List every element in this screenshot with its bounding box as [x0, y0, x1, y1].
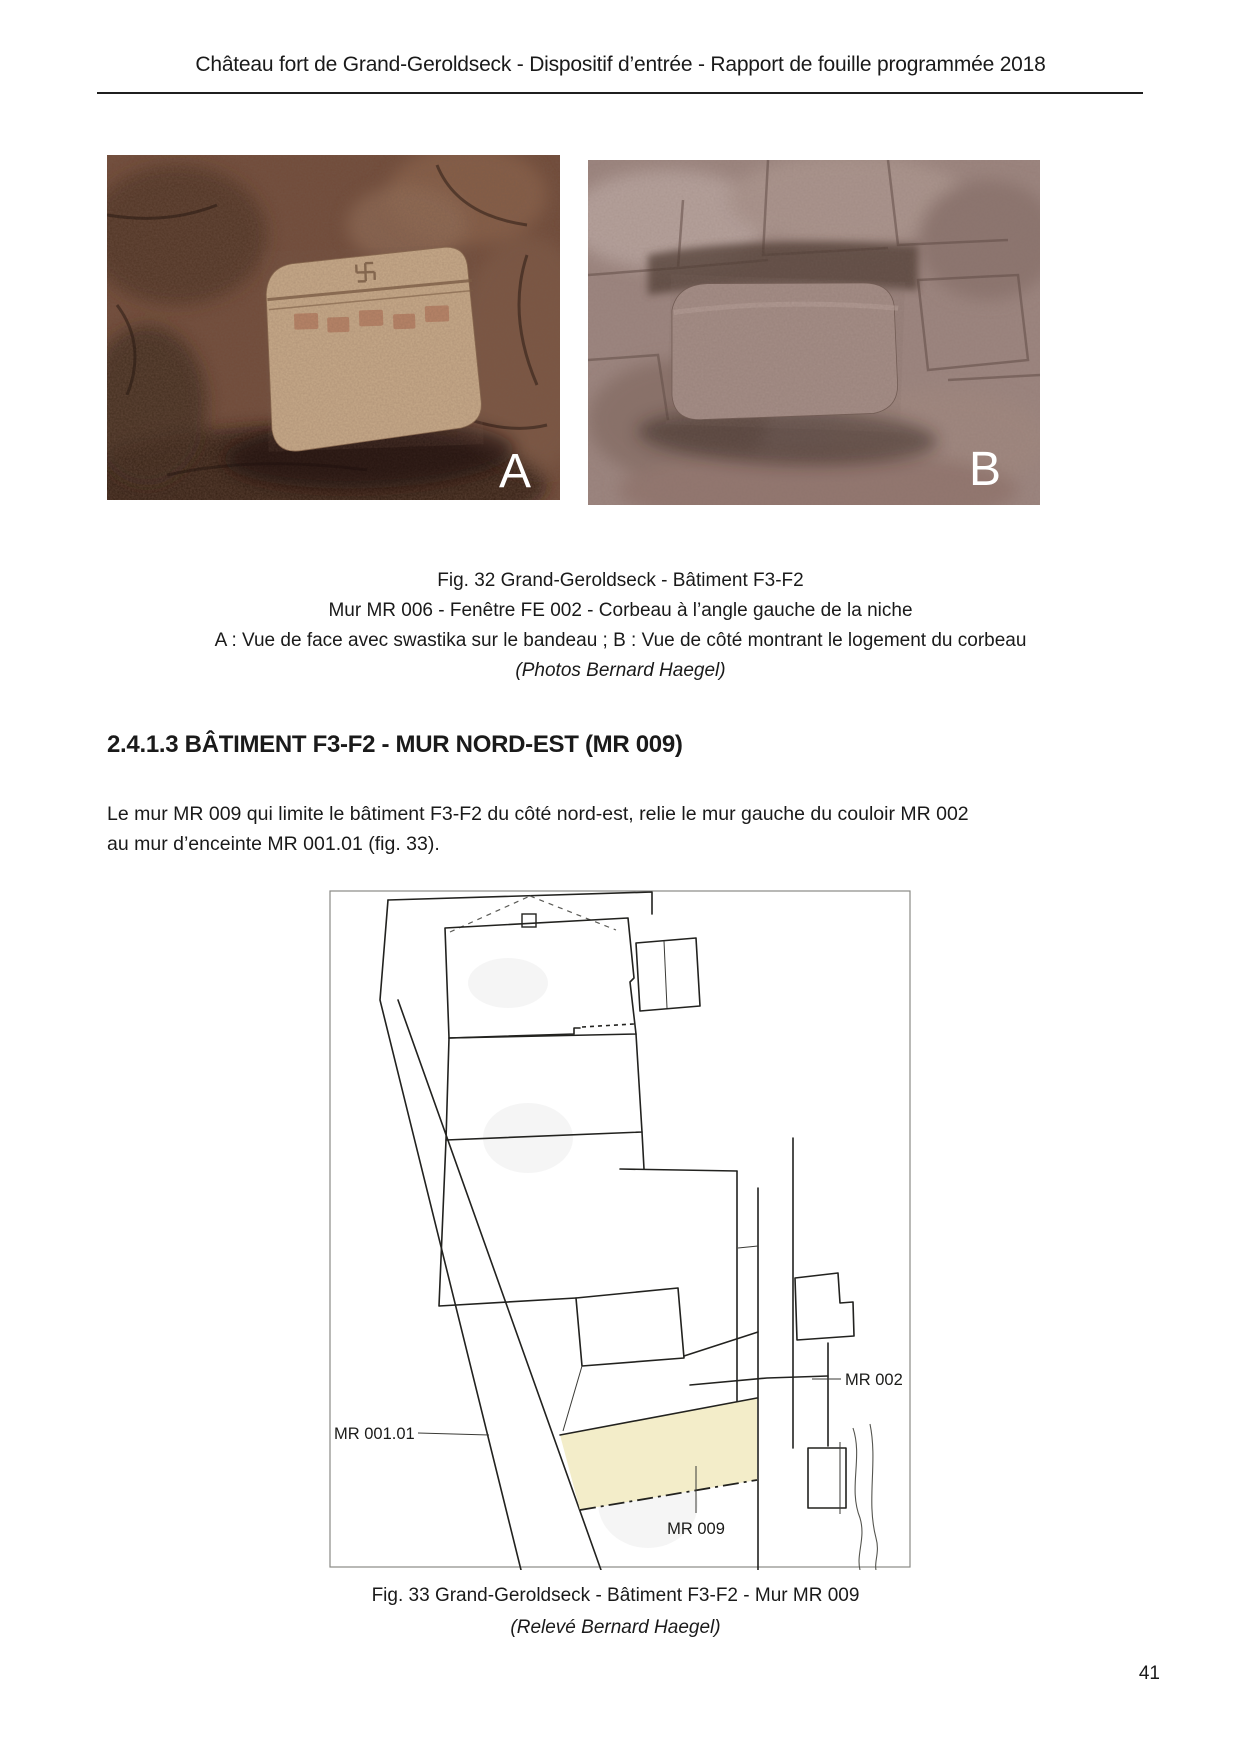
body-paragraph-line1: Le mur MR 009 qui limite le bâtiment F3-F2 du côté nord-est, relie le mur gauche du couloir MR 002	[107, 803, 969, 825]
label-mr009: MR 009	[667, 1520, 725, 1538]
page-number: 41	[1138, 1663, 1160, 1684]
body-paragraph	[107, 799, 969, 859]
plan-canvas	[318, 888, 913, 1570]
page-header	[0, 53, 1241, 77]
figure32-caption-line2: Mur MR 006 - Fenêtre FE 002 - Corbeau à l’angle gauche de la niche	[328, 600, 913, 621]
wall-protrusion-upper	[636, 938, 700, 1011]
section-heading: 2.4.1.3 BÂTIMENT F3-F2 - MUR NORD-EST (MR 009)	[107, 731, 683, 758]
wall-block-mid	[795, 1273, 854, 1340]
figure32-caption-line1: Fig. 32 Grand-Geroldseck - Bâtiment F3-F2	[437, 570, 804, 591]
figure33-caption	[318, 1580, 913, 1644]
header-divider	[97, 92, 1143, 94]
figure32-caption-credit: (Photos Bernard Haegel)	[515, 660, 726, 681]
figure32-caption	[0, 566, 1241, 686]
photo-b-letter: B	[968, 443, 1002, 496]
label-mr002: MR 002	[845, 1371, 903, 1389]
photo-corbel-front-view	[107, 155, 560, 500]
photo-a-letter: A	[498, 445, 532, 498]
page-header-text: Château fort de Grand-Geroldseck - Dispositif d’entrée - Rapport de fouille programmée 2018	[195, 53, 1046, 76]
photo-corbel-side-view	[588, 160, 1040, 505]
figure33-caption-credit: (Relevé Bernard Haegel)	[510, 1617, 721, 1638]
wall-mr009-highlight	[560, 1398, 757, 1510]
photo-b-canvas	[588, 160, 1040, 505]
figure33-plan-drawing	[318, 888, 913, 1570]
label-mr001-01: MR 001.01	[334, 1425, 415, 1443]
body-paragraph-line2: au mur d’enceinte MR 001.01 (fig. 33).	[107, 833, 440, 855]
photo-a-canvas	[107, 155, 560, 500]
figure33-caption-line1: Fig. 33 Grand-Geroldseck - Bâtiment F3-F2 - Mur MR 009	[371, 1585, 860, 1606]
door-jamb-detail	[808, 1424, 877, 1570]
figure32-caption-line3: A : Vue de face avec swastika sur le bandeau ; B : Vue de côté montrant le logement du corbeau	[214, 630, 1027, 651]
